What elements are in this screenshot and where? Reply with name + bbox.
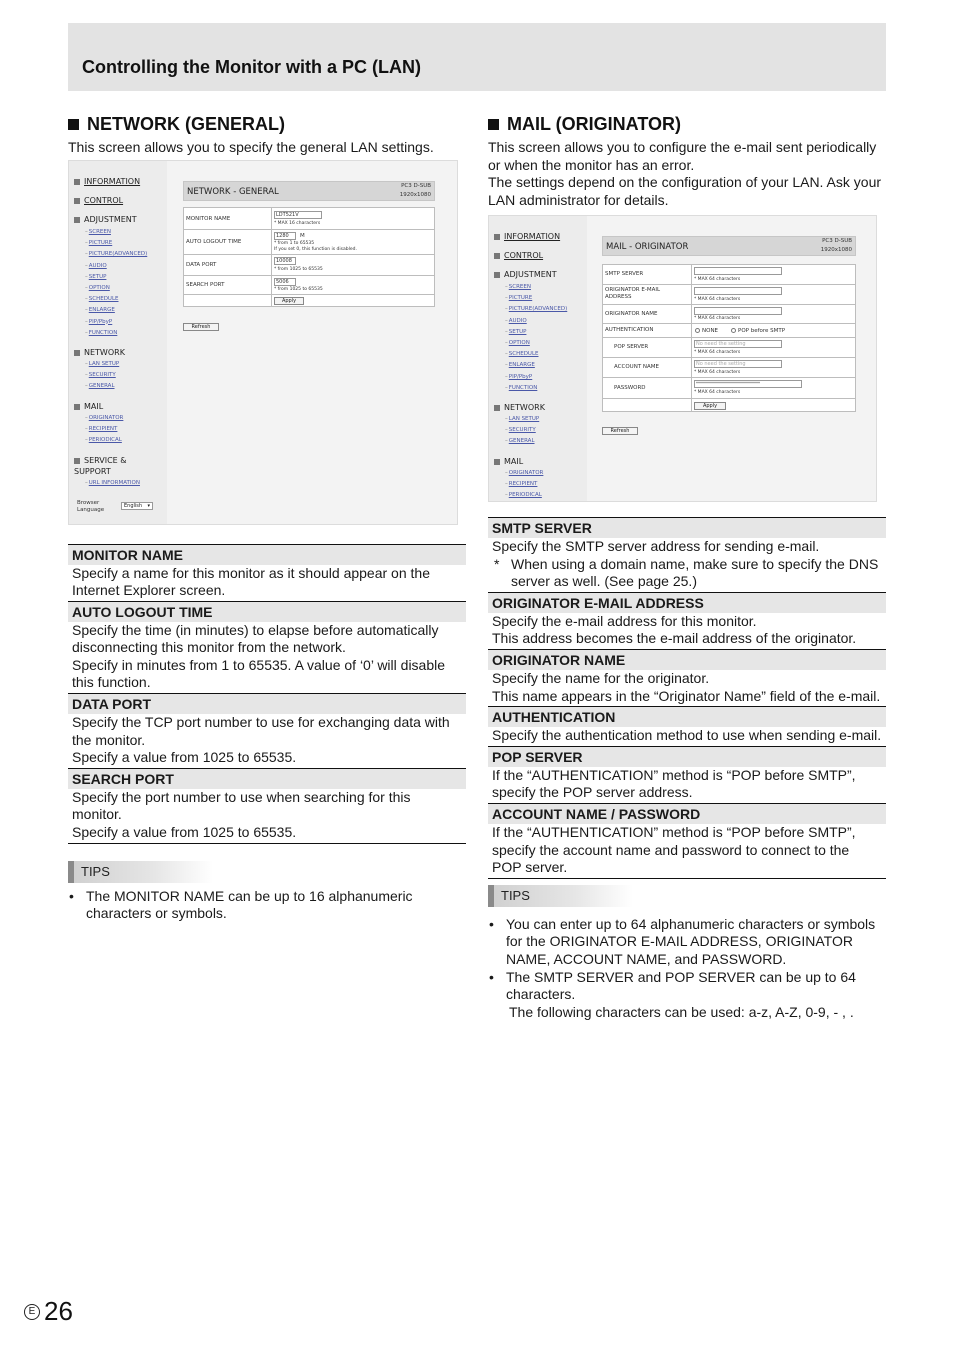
nav-item-function[interactable]: – FUNCTION bbox=[85, 330, 117, 336]
settings-form bbox=[602, 264, 856, 412]
desc-head-monitor-name: MONITOR NAME bbox=[68, 544, 466, 565]
mail-originator-description-table bbox=[488, 517, 886, 879]
nav-sidebar bbox=[489, 216, 587, 501]
mail-originator-column bbox=[488, 112, 886, 1021]
desc-head-auto-logout: AUTO LOGOUT TIME bbox=[68, 601, 466, 622]
settings-form bbox=[183, 207, 435, 307]
nav-item-picture[interactable]: – PICTURE bbox=[505, 295, 532, 301]
row-monitor-name: MONITOR NAME LDT521V * MAX 16 characters bbox=[184, 208, 434, 230]
nav-network: NETWORK bbox=[494, 403, 545, 413]
desc-head-originator-email: ORIGINATOR E-MAIL ADDRESS bbox=[488, 592, 886, 613]
nav-item-lan-setup[interactable]: – LAN SETUP bbox=[85, 361, 119, 367]
nav-item-lan-setup[interactable]: – LAN SETUP bbox=[505, 416, 539, 422]
row-data-port: DATA PORT 10008 * from 1025 to 65535 bbox=[184, 255, 434, 276]
desc-body-originator-name: Specify the name for the originator. This name appears in the “Originator Name” field of the e-mail. bbox=[492, 669, 881, 704]
nav-mail: MAIL bbox=[494, 457, 523, 467]
data-port-input[interactable]: 10008 bbox=[274, 257, 296, 265]
auth-pop-radio[interactable]: POP before SMTP bbox=[731, 328, 785, 335]
nav-item-enlarge[interactable]: – ENLARGE bbox=[505, 362, 535, 368]
desc-head-authentication: AUTHENTICATION bbox=[488, 706, 886, 727]
nav-item-url-information[interactable]: – URL INFORMATION bbox=[85, 480, 140, 486]
nav-service: SERVICE & bbox=[74, 456, 127, 466]
network-general-description-table bbox=[68, 544, 466, 844]
nav-item-screen[interactable]: – SCREEN bbox=[85, 229, 111, 235]
tips-header: TIPS bbox=[68, 861, 466, 883]
desc-head-pop-server: POP SERVER bbox=[488, 746, 886, 767]
nav-item-audio[interactable]: – AUDIO bbox=[85, 263, 107, 269]
square-bullet-icon bbox=[68, 119, 79, 130]
refresh-button[interactable]: Refresh bbox=[183, 323, 219, 331]
nav-information[interactable]: INFORMATION bbox=[74, 177, 140, 187]
nav-item-pip[interactable]: – PIP/PbyP bbox=[505, 374, 532, 380]
desc-body-data-port: Specify the TCP port number to use for exchanging data with the monitor. Specify a value from 1025 to 65535. bbox=[72, 714, 450, 766]
nav-item-security[interactable]: – SECURITY bbox=[85, 372, 116, 378]
nav-item-setup[interactable]: – SETUP bbox=[85, 274, 106, 280]
panel-title-bar: MAIL - ORIGINATOR PC3 D-SUB 1920x1080 bbox=[602, 236, 856, 256]
nav-item-audio[interactable]: – AUDIO bbox=[505, 318, 527, 324]
radio-icon bbox=[695, 328, 700, 333]
desc-body-originator-email: Specify the e-mail address for this monitor. This address becomes the e-mail address of the originator. bbox=[492, 612, 857, 647]
tips-list bbox=[488, 916, 886, 1022]
nav-item-pip[interactable]: – PIP/PbyP bbox=[85, 319, 112, 325]
tip-item: • You can enter up to 64 alphanumeric characters or symbols for the ORIGINATOR E-MAIL ADDRESS, ORIGINATOR NAME, ACCOUNT NAME, and PASSWORD. bbox=[489, 915, 876, 967]
header-band bbox=[68, 23, 886, 91]
nav-item-originator[interactable]: – ORIGINATOR bbox=[505, 470, 543, 476]
nav-information[interactable]: INFORMATION bbox=[494, 232, 560, 242]
section-intro: This screen allows you to specify the general LAN settings. bbox=[68, 139, 434, 155]
nav-item-enlarge[interactable]: – ENLARGE bbox=[85, 307, 115, 313]
nav-item-general[interactable]: – GENERAL bbox=[85, 383, 115, 389]
desc-head-search-port: SEARCH PORT bbox=[68, 768, 466, 789]
password-input[interactable]: ******************************** bbox=[694, 380, 802, 388]
row-auto-logout: AUTO LOGOUT TIME 1280 M * from 1 to 65535 If you set 0, this function is disabled. bbox=[184, 230, 434, 255]
row-originator-email: ORIGINATOR E-MAIL ADDRESS * MAX 64 characters bbox=[603, 285, 855, 305]
refresh-button[interactable]: Refresh bbox=[602, 427, 638, 435]
nav-item-picture-advanced[interactable]: – PICTURE(ADVANCED) bbox=[85, 251, 147, 257]
nav-item-recipient[interactable]: – RECIPIENT bbox=[505, 481, 537, 487]
nav-item-option[interactable]: – OPTION bbox=[505, 340, 530, 346]
auth-none-radio[interactable]: NONE bbox=[695, 328, 718, 335]
section-title: MAIL (ORIGINATOR) bbox=[507, 113, 681, 134]
tip-item: • The MONITOR NAME can be up to 16 alphanumeric characters or symbols. bbox=[69, 887, 413, 922]
row-smtp-server: SMTP SERVER * MAX 64 characters bbox=[603, 265, 855, 285]
network-general-screenshot bbox=[68, 160, 458, 525]
desc-body-search-port: Specify the port number to use when searching for this monitor. Specify a value from 1025 to 65535. bbox=[72, 788, 411, 841]
apply-button[interactable]: Apply bbox=[274, 297, 304, 305]
desc-head-originator-name: ORIGINATOR NAME bbox=[488, 649, 886, 670]
page-title: Controlling the Monitor with a PC (LAN) bbox=[82, 57, 421, 77]
nav-adjustment: ADJUSTMENT bbox=[74, 215, 137, 225]
row-search-port: SEARCH PORT 5006 * from 1025 to 65535 bbox=[184, 276, 434, 295]
nav-item-schedule[interactable]: – SCHEDULE bbox=[85, 296, 119, 302]
row-pop-server: POP SERVER No need the setting * MAX 64 characters bbox=[603, 338, 855, 358]
row-authentication: AUTHENTICATION NONE POP before SMTP bbox=[603, 324, 855, 338]
desc-body-auto-logout: Specify the time (in minutes) to elapse before automatically disconnecting this monitor from the network. Specify in minutes from 1 to 65535. A value of ‘0’ will disable this function. bbox=[72, 621, 446, 691]
nav-item-setup[interactable]: – SETUP bbox=[505, 329, 526, 335]
settings-panel bbox=[587, 216, 876, 501]
nav-network: NETWORK bbox=[74, 348, 125, 358]
tips-header: TIPS bbox=[488, 885, 886, 907]
network-general-column bbox=[68, 112, 466, 923]
originator-email-input[interactable] bbox=[694, 287, 782, 295]
section-intro: This screen allows you to configure the e-mail sent periodically or when the monitor has an error. The settings depend on the configuration of your LAN. Ask your LAN administrator for details. bbox=[488, 139, 882, 208]
desc-body-monitor-name: Specify a name for this monitor as it should appear on the Internet Explorer screen. bbox=[72, 564, 430, 599]
row-password: PASSWORD ******************************** * MAX 64 characters bbox=[603, 378, 855, 399]
row-apply bbox=[603, 399, 855, 413]
panel-title-bar: NETWORK - GENERAL PC3 D-SUB 1920x1080 bbox=[183, 181, 435, 201]
radio-icon bbox=[731, 328, 736, 333]
nav-control[interactable]: CONTROL bbox=[494, 251, 543, 261]
row-apply bbox=[184, 295, 434, 308]
nav-item-function[interactable]: – FUNCTION bbox=[505, 385, 537, 391]
nav-item-general[interactable]: – GENERAL bbox=[505, 438, 535, 444]
search-port-input[interactable]: 5006 bbox=[274, 278, 296, 286]
nav-item-picture[interactable]: – PICTURE bbox=[85, 240, 112, 246]
nav-adjustment: ADJUSTMENT bbox=[494, 270, 557, 280]
desc-body-pop-server: If the “AUTHENTICATION” method is “POP before SMTP”, specify the POP server address. bbox=[492, 766, 856, 801]
auto-logout-input[interactable]: 1280 bbox=[274, 232, 296, 240]
nav-control[interactable]: CONTROL bbox=[74, 196, 123, 206]
nav-item-security[interactable]: – SECURITY bbox=[505, 427, 536, 433]
settings-panel bbox=[167, 161, 457, 524]
desc-body-smtp: Specify the SMTP server address for sending e-mail. * When using a domain name, make sure to specify the DNS server as well. (See page 25.) bbox=[492, 538, 879, 590]
tip-continuation: The following characters can be used: a-z, A-Z, 0-9, - , . bbox=[509, 1003, 854, 1020]
row-account-name: ACCOUNT NAME No need the setting * MAX 64 characters bbox=[603, 358, 855, 378]
nav-item-screen[interactable]: – SCREEN bbox=[505, 284, 531, 290]
tips-list bbox=[68, 888, 466, 923]
tip-item: • The SMTP SERVER and POP SERVER can be up to 64 characters. bbox=[489, 968, 856, 1003]
mail-originator-heading bbox=[488, 112, 886, 136]
nav-item-periodical[interactable]: – PERIODICAL bbox=[505, 492, 542, 498]
language-select[interactable]: English ▾ bbox=[121, 502, 153, 510]
nav-support: SUPPORT bbox=[74, 466, 111, 476]
browser-language-label: Browser Language bbox=[77, 499, 105, 513]
originator-name-input[interactable] bbox=[694, 307, 782, 315]
section-title: NETWORK (GENERAL) bbox=[87, 113, 285, 134]
nav-mail: MAIL bbox=[74, 402, 103, 412]
account-name-input[interactable]: No need the setting bbox=[694, 360, 782, 368]
nav-item-schedule[interactable]: – SCHEDULE bbox=[505, 351, 539, 357]
nav-item-picture-advanced[interactable]: – PICTURE(ADVANCED) bbox=[505, 306, 567, 312]
nav-item-originator[interactable]: – ORIGINATOR bbox=[85, 415, 123, 421]
language-mark: E bbox=[24, 1304, 40, 1320]
nav-sidebar bbox=[69, 161, 167, 524]
page-number: E 26 bbox=[24, 1296, 73, 1327]
pop-server-input[interactable]: No need the setting bbox=[694, 340, 782, 348]
monitor-name-input[interactable]: LDT521V bbox=[274, 211, 322, 219]
apply-button[interactable]: Apply bbox=[694, 402, 726, 410]
square-bullet-icon bbox=[488, 119, 499, 130]
nav-item-recipient[interactable]: – RECIPIENT bbox=[85, 426, 117, 432]
desc-head-smtp: SMTP SERVER bbox=[488, 517, 886, 538]
smtp-server-input[interactable] bbox=[694, 267, 782, 275]
nav-item-periodical[interactable]: – PERIODICAL bbox=[85, 437, 122, 443]
desc-head-account-password: ACCOUNT NAME / PASSWORD bbox=[488, 803, 886, 824]
nav-item-option[interactable]: – OPTION bbox=[85, 285, 110, 291]
mail-originator-screenshot bbox=[488, 215, 877, 502]
network-general-heading bbox=[68, 112, 466, 136]
row-originator-name: ORIGINATOR NAME * MAX 64 characters bbox=[603, 305, 855, 324]
desc-body-account-password: If the “AUTHENTICATION” method is “POP before SMTP”, specify the account name and password to connect to the POP server. bbox=[492, 823, 856, 876]
desc-head-data-port: DATA PORT bbox=[68, 693, 466, 714]
desc-body-authentication: Specify the authentication method to use when sending e-mail. bbox=[492, 727, 882, 744]
